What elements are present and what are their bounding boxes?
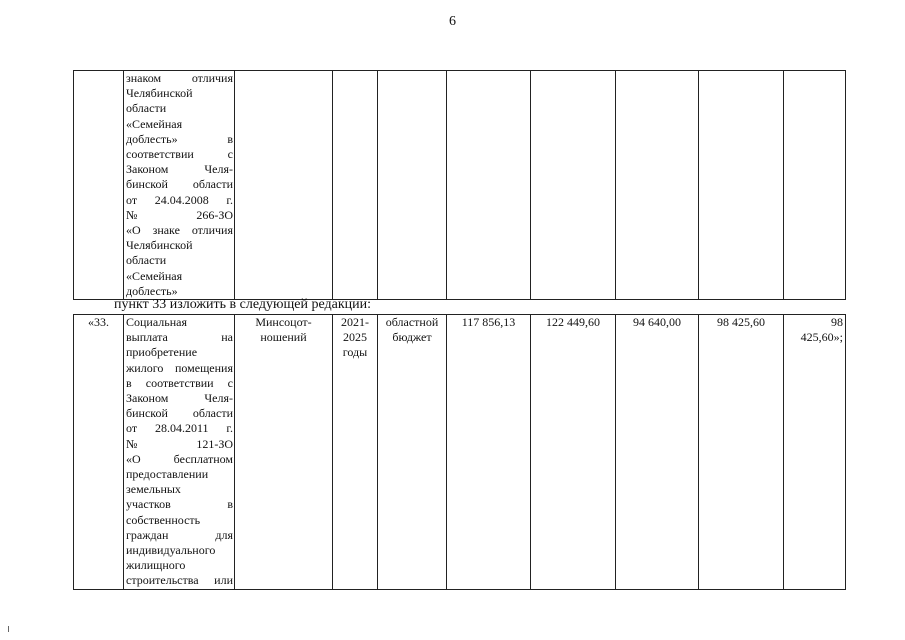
table-continuation <box>73 70 846 300</box>
cell-executor: Минсоцот-ношений <box>235 315 333 590</box>
table-row <box>74 315 846 590</box>
cell-total <box>447 71 531 300</box>
cell-amount-2023: 98 425,60 <box>699 315 784 590</box>
cell-amount <box>616 71 699 300</box>
cell-period <box>333 71 378 300</box>
cell-amount-2022: 94 640,00 <box>616 315 699 590</box>
cell-total: 117 856,13 <box>447 315 531 590</box>
cell-description: Социальная выплата на приобретение жилого помещения в соответствии с Законом Челя- бинской области от 28.04.2011 г. № 121-ЗО «О бесплатном предоставлении земельных участков в собственность граждан для индивидуального жилищного строительства или <box>124 315 235 590</box>
cell-source: областной бюджет <box>378 315 447 590</box>
cell-description: знаком отличия Челябинской области «Семейная доблесть» в соответствии с Законом Челя- бинской области от 24.04.2008 г. № 266-ЗО «О знаке отличия Челябинской области «Семейная доблесть» <box>124 71 235 300</box>
cell-amount <box>784 71 846 300</box>
cell-number: «33. <box>74 315 124 590</box>
scan-margin-mark <box>8 626 9 632</box>
cell-source <box>378 71 447 300</box>
cell-number <box>74 71 124 300</box>
cell-amount-2021: 122 449,60 <box>531 315 616 590</box>
cell-amount <box>531 71 616 300</box>
cell-amount-2024: 98 425,60»; <box>784 315 846 590</box>
cell-period: 2021- 2025 годы <box>333 315 378 590</box>
instruction-text: пункт 33 изложить в следующей редакции: <box>114 297 371 312</box>
table-row <box>74 71 846 300</box>
cell-amount <box>699 71 784 300</box>
page-number: 6 <box>449 14 456 29</box>
cell-executor <box>235 71 333 300</box>
table-new-item <box>73 314 846 590</box>
